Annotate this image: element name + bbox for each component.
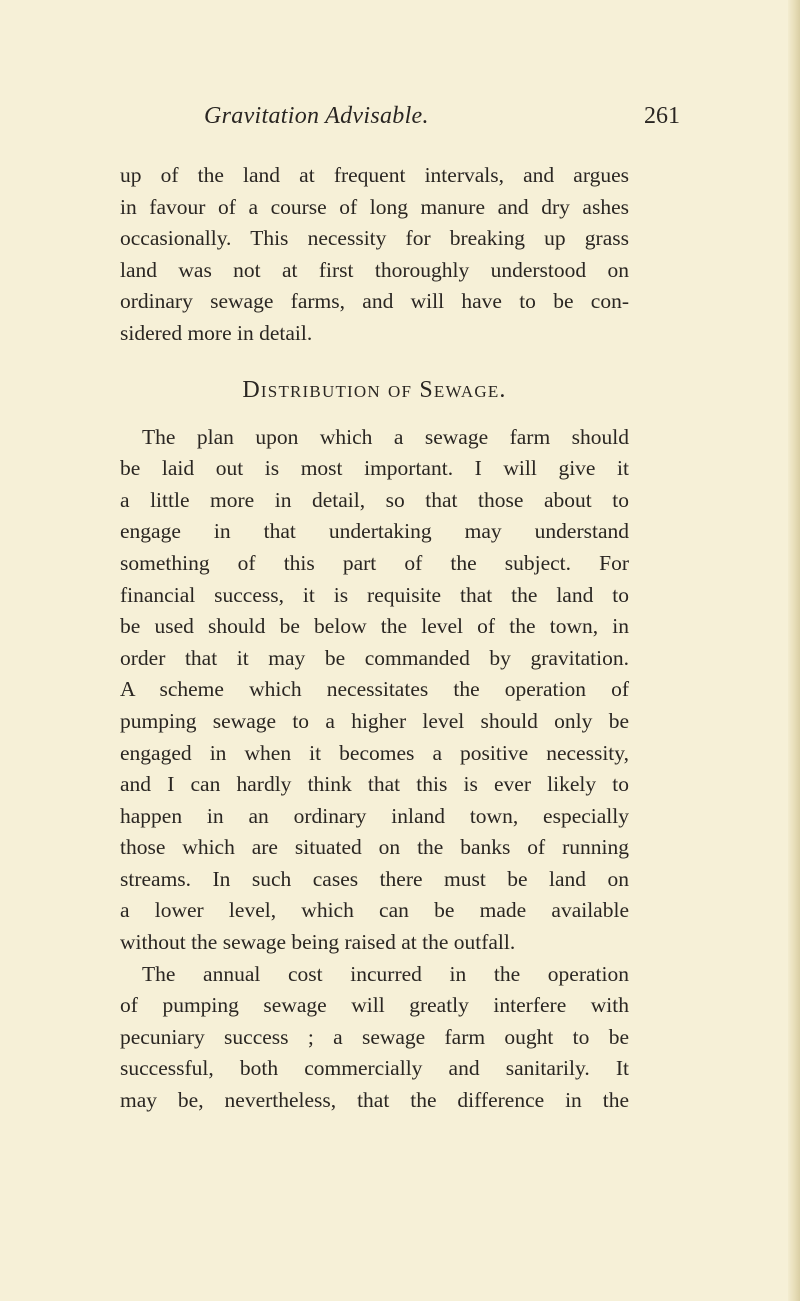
text-line: pecuniary success ; a sewage farm ought to be [120, 1024, 629, 1049]
page-number: 261 [644, 103, 680, 129]
text-line: sidered more in detail. [120, 320, 313, 345]
text-line: of pumping sewage will greatly interfere with [120, 993, 629, 1018]
paragraph-3 [120, 959, 629, 1117]
text-line: engaged in when it becomes a positive necessity, [120, 740, 629, 765]
text-line: be laid out is most important. I will give it [120, 456, 629, 481]
text-line: successful, both commercially and sanitarily. It [120, 1056, 629, 1081]
text-line: occasionally. This necessity for breaking up grass [120, 226, 629, 251]
text-line: pumping sewage to a higher level should only be [120, 708, 629, 733]
text-line: and I can hardly think that this is ever likely to [120, 772, 629, 797]
text-line: land was not at first thoroughly understood on [120, 257, 629, 282]
page-header [120, 103, 680, 139]
text-line: The annual cost incurred in the operation [142, 961, 629, 986]
text-line: something of this part of the subject. For [120, 550, 629, 575]
text-line: ordinary sewage farms, and will have to be con- [120, 289, 629, 314]
text-line: up of the land at frequent intervals, and argues [120, 163, 629, 187]
text-line: financial success, it is requisite that the land to [120, 582, 629, 607]
text-line: happen in an ordinary inland town, especially [120, 803, 629, 828]
text-line: The plan upon which a sewage farm should [142, 424, 629, 449]
text-line: may be, nevertheless, that the difference in the [120, 1088, 629, 1113]
running-head: Gravitation Advisable. [204, 103, 429, 129]
text-line: those which are situated on the banks of running [120, 835, 629, 860]
text-line: a little more in detail, so that those about to [120, 487, 629, 512]
body-text [120, 160, 629, 1117]
paragraph-2 [120, 422, 629, 959]
page-edge [788, 0, 800, 1301]
text-line: in favour of a course of long manure and dry ashes [120, 194, 629, 219]
text-line: engage in that undertaking may understand [120, 519, 629, 544]
text-line: a lower level, which can be made available [120, 898, 629, 923]
text-line: A scheme which necessitates the operation of [120, 677, 629, 702]
text-line: be used should be below the level of the town, in [120, 614, 629, 639]
text-line: without the sewage being raised at the outfall. [120, 930, 516, 955]
section-heading: Distribution of Sewage. [242, 376, 507, 403]
text-line: streams. In such cases there must be land on [120, 866, 629, 891]
text-line: order that it may be commanded by gravitation. [120, 645, 629, 670]
paragraph-1 [120, 160, 629, 350]
